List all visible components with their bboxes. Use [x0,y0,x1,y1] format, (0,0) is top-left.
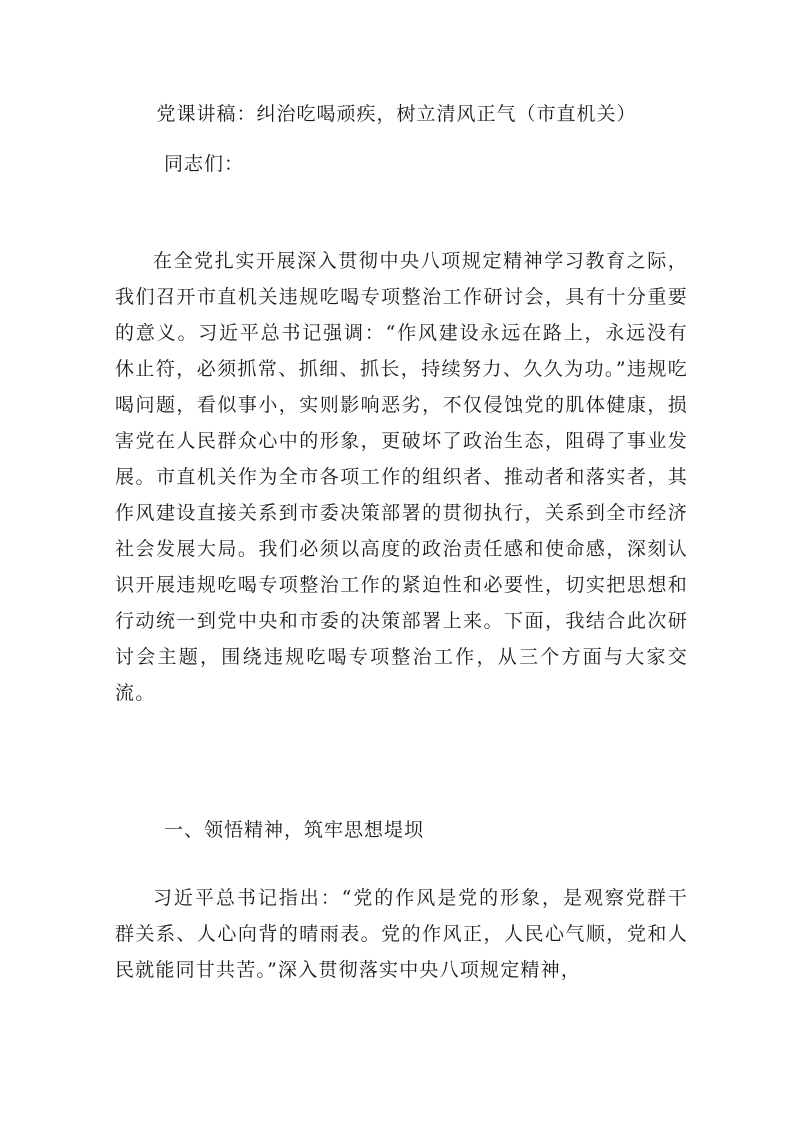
document-title: 党课讲稿：纠治吃喝顽疾，树立清风正气（市直机关） [156,103,637,125]
body-paragraph-section-1: 习近平总书记指出：“党的作风是党的形象，是观察党群干群关系、人心向背的晴雨表。党的作风正，人民心气顺，党和人民就能同甘共苦。”深入贯彻落实中央八项规定精神， [115,887,688,981]
salutation: 同志们： [164,153,245,175]
body-paragraph-intro: 在全党扎实开展深入贯彻中央八项规定精神学习教育之际，我们召开市直机关违规吃喝专项整治工作研讨会，具有十分重要的意义。习近平总书记强调：“作风建设永远在路上，永远没有休止符，必须抓常、抓细、抓长，持续努力、久久为功。”违规吃喝问题，看似事小，实则影响恶劣，不仅侵蚀党的肌体健康，损害党在人民群众心中的形象，更破坏了政治生态，阻碍了事业发展。市直机关作为全市各项工作的组织者、推动者和落实者，其作风建设直接关系到市委决策部署的贯彻执行，关系到全市经济社会发展大局。我们必须以高度的政治责任感和使命感，深刻认识开展违规吃喝专项整治工作的紧迫性和必要性，切实把思想和行动统一到党中央和市委的决策部署上来。下面，我结合此次研讨会主题，围绕违规吃喝专项整治工作，从三个方面与大家交流。 [115,250,688,704]
section-heading: 一、领悟精神，筑牢思想堤坝 [164,819,425,841]
